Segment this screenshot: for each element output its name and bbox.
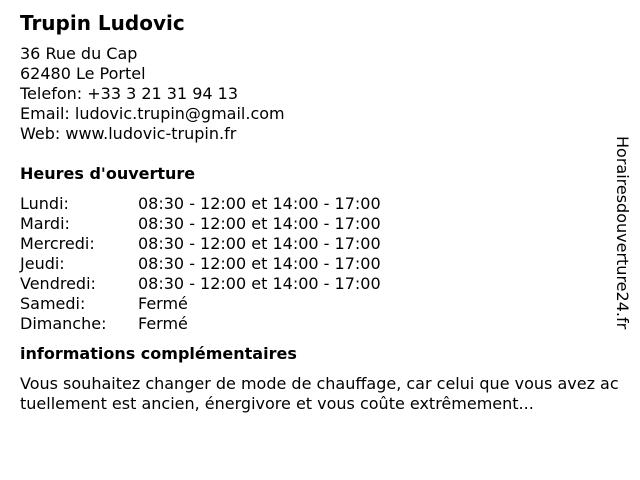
hours-row-sunday xyxy=(20,314,610,334)
info-heading: informations complémentaires xyxy=(20,344,297,363)
time-value: 08:30 - 12:00 et 14:00 - 17:00 xyxy=(138,254,381,273)
business-name: Trupin Ludovic xyxy=(20,11,185,35)
address-line-2: 62480 Le Portel xyxy=(20,64,146,83)
hours-row-thursday xyxy=(20,254,610,274)
hours-row-monday xyxy=(20,194,610,214)
hours-row-wednesday xyxy=(20,234,610,254)
day-label: Samedi: xyxy=(20,294,86,313)
day-label: Mardi: xyxy=(20,214,70,233)
time-value: 08:30 - 12:00 et 14:00 - 17:00 xyxy=(138,274,381,293)
phone-line: Telefon: +33 3 21 31 94 13 xyxy=(20,84,239,103)
hours-heading: Heures d'ouverture xyxy=(20,164,196,183)
day-label: Mercredi: xyxy=(20,234,95,253)
web-line: Web: www.ludovic-trupin.fr xyxy=(20,124,237,143)
time-value: 08:30 - 12:00 et 14:00 - 17:00 xyxy=(138,234,381,253)
site-watermark: Horairesdouverture24.fr xyxy=(613,136,632,330)
hours-table xyxy=(20,194,610,334)
time-value: 08:30 - 12:00 et 14:00 - 17:00 xyxy=(138,194,381,213)
hours-row-tuesday xyxy=(20,214,610,234)
time-value: 08:30 - 12:00 et 14:00 - 17:00 xyxy=(138,214,381,233)
day-label: Jeudi: xyxy=(20,254,65,273)
address-line-1: 36 Rue du Cap xyxy=(20,44,138,63)
hours-row-saturday xyxy=(20,294,610,314)
day-label: Lundi: xyxy=(20,194,69,213)
business-card xyxy=(20,10,619,414)
day-label: Vendredi: xyxy=(20,274,96,293)
info-description: Vous souhaitez changer de mode de chauffage, car celui que vous avez actuellement est ancien, énergivore et vous coûte extrêmement... xyxy=(20,374,619,413)
hours-row-friday xyxy=(20,274,610,294)
time-value: Fermé xyxy=(138,314,188,333)
time-value: Fermé xyxy=(138,294,188,313)
day-label: Dimanche: xyxy=(20,314,107,333)
email-line: Email: ludovic.trupin@gmail.com xyxy=(20,104,285,123)
